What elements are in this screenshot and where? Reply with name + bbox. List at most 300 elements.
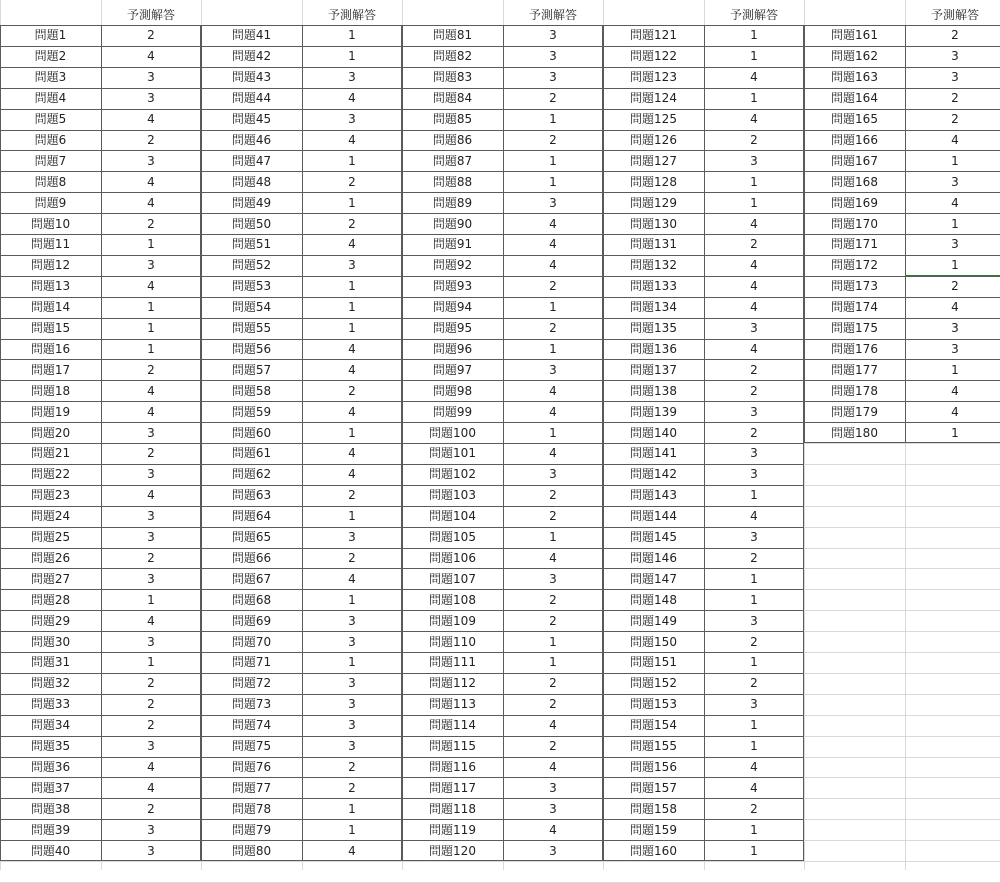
question-cell[interactable]: 問題20 [30, 425, 71, 440]
answer-cell[interactable]: 1 [750, 592, 758, 607]
answer-cell[interactable]: 2 [750, 676, 758, 691]
answer-cell[interactable]: 4 [951, 383, 959, 398]
question-cell[interactable]: 問題86 [432, 132, 473, 147]
answer-cell[interactable]: 2 [750, 237, 758, 252]
answer-cell[interactable]: 1 [348, 153, 356, 168]
question-cell[interactable]: 問題63 [231, 488, 272, 503]
answer-cell[interactable]: 4 [549, 550, 557, 565]
answer-cell[interactable]: 1 [147, 237, 155, 252]
question-cell[interactable]: 問題42 [231, 49, 272, 64]
answer-cell[interactable]: 3 [147, 530, 155, 545]
question-cell[interactable]: 問題26 [30, 550, 71, 565]
question-cell[interactable]: 問題11 [30, 237, 71, 252]
question-cell[interactable]: 問題103 [429, 488, 476, 503]
answer-cell[interactable]: 4 [147, 112, 155, 127]
answer-cell[interactable]: 2 [348, 488, 356, 503]
answer-cell[interactable]: 1 [750, 488, 758, 503]
question-cell[interactable]: 問題111 [429, 655, 476, 670]
answer-cell[interactable]: 4 [549, 822, 557, 837]
answer-cell[interactable]: 3 [549, 49, 557, 64]
question-cell[interactable]: 問題75 [231, 739, 272, 754]
question-cell[interactable]: 問題37 [30, 780, 71, 795]
answer-cell[interactable]: 1 [750, 739, 758, 754]
question-cell[interactable]: 問題77 [231, 780, 272, 795]
answer-cell[interactable]: 4 [549, 258, 557, 273]
question-cell[interactable]: 問題153 [630, 697, 677, 712]
answer-cell[interactable]: 1 [348, 195, 356, 210]
question-cell[interactable]: 問題4 [34, 91, 67, 106]
answer-cell[interactable]: 2 [549, 132, 557, 147]
question-cell[interactable]: 問題172 [831, 258, 878, 273]
question-cell[interactable]: 問題7 [34, 153, 67, 168]
answer-cell[interactable]: 2 [750, 550, 758, 565]
answer-cell[interactable]: 1 [750, 28, 758, 43]
answer-cell[interactable]: 3 [750, 697, 758, 712]
question-cell[interactable]: 問題50 [231, 216, 272, 231]
answer-cell[interactable]: 1 [549, 112, 557, 127]
answer-cell[interactable]: 4 [147, 174, 155, 189]
answer-cell[interactable]: 2 [750, 634, 758, 649]
question-cell[interactable]: 問題160 [630, 843, 677, 858]
answer-cell[interactable]: 3 [147, 153, 155, 168]
question-cell[interactable]: 問題91 [432, 237, 473, 252]
question-cell[interactable]: 問題138 [630, 383, 677, 398]
answer-cell[interactable]: 3 [951, 321, 959, 336]
answer-cell[interactable]: 1 [951, 216, 959, 231]
question-cell[interactable]: 問題112 [429, 676, 476, 691]
answer-cell[interactable]: 3 [951, 341, 959, 356]
answer-cell[interactable]: 1 [348, 300, 356, 315]
answer-cell[interactable]: 3 [750, 153, 758, 168]
answer-cell[interactable]: 3 [147, 822, 155, 837]
answer-cell[interactable]: 4 [348, 362, 356, 377]
question-cell[interactable]: 問題131 [630, 237, 677, 252]
answer-cell[interactable]: 3 [147, 258, 155, 273]
question-cell[interactable]: 問題65 [231, 530, 272, 545]
question-cell[interactable]: 問題106 [429, 550, 476, 565]
header-blank-cell[interactable] [201, 4, 302, 25]
question-cell[interactable]: 問題99 [432, 404, 473, 419]
question-cell[interactable]: 問題105 [429, 530, 476, 545]
question-cell[interactable]: 問題133 [630, 279, 677, 294]
answer-cell[interactable]: 2 [147, 718, 155, 733]
answer-cell[interactable]: 2 [549, 697, 557, 712]
question-cell[interactable]: 問題47 [231, 153, 272, 168]
answer-cell[interactable]: 2 [549, 739, 557, 754]
question-cell[interactable]: 問題169 [831, 195, 878, 210]
answer-cell[interactable]: 1 [951, 153, 959, 168]
answer-cell[interactable]: 1 [147, 592, 155, 607]
question-cell[interactable]: 問題89 [432, 195, 473, 210]
question-cell[interactable]: 問題155 [630, 739, 677, 754]
answer-cell[interactable]: 1 [750, 822, 758, 837]
question-cell[interactable]: 問題134 [630, 300, 677, 315]
question-cell[interactable]: 問題36 [30, 759, 71, 774]
answer-cell[interactable]: 2 [147, 132, 155, 147]
question-cell[interactable]: 問題158 [630, 801, 677, 816]
question-cell[interactable]: 問題81 [432, 28, 473, 43]
answer-cell[interactable]: 3 [750, 613, 758, 628]
question-cell[interactable]: 問題102 [429, 467, 476, 482]
answer-cell[interactable]: 4 [750, 509, 758, 524]
answer-cell[interactable]: 4 [549, 446, 557, 461]
header-answer-cell[interactable]: 予測解答 [528, 7, 577, 22]
answer-cell[interactable]: 4 [549, 237, 557, 252]
answer-cell[interactable]: 4 [348, 237, 356, 252]
question-cell[interactable]: 問題34 [30, 718, 71, 733]
question-cell[interactable]: 問題161 [831, 28, 878, 43]
answer-cell[interactable]: 2 [147, 801, 155, 816]
answer-cell[interactable]: 4 [549, 404, 557, 419]
question-cell[interactable]: 問題97 [432, 362, 473, 377]
answer-cell[interactable]: 3 [951, 49, 959, 64]
question-cell[interactable]: 問題146 [630, 550, 677, 565]
question-cell[interactable]: 問題46 [231, 132, 272, 147]
question-cell[interactable]: 問題52 [231, 258, 272, 273]
question-cell[interactable]: 問題177 [831, 362, 878, 377]
question-cell[interactable]: 問題137 [630, 362, 677, 377]
question-cell[interactable]: 問題35 [30, 739, 71, 754]
question-cell[interactable]: 問題49 [231, 195, 272, 210]
question-cell[interactable]: 問題176 [831, 341, 878, 356]
header-answer-cell[interactable]: 予測解答 [327, 7, 376, 22]
answer-cell[interactable]: 4 [750, 759, 758, 774]
question-cell[interactable]: 問題171 [831, 237, 878, 252]
question-cell[interactable]: 問題22 [30, 467, 71, 482]
question-cell[interactable]: 問題58 [231, 383, 272, 398]
question-cell[interactable]: 問題121 [630, 28, 677, 43]
question-cell[interactable]: 問題64 [231, 509, 272, 524]
question-cell[interactable]: 問題55 [231, 321, 272, 336]
answer-cell[interactable]: 2 [951, 279, 959, 294]
answer-cell[interactable]: 3 [549, 362, 557, 377]
header-blank-cell[interactable] [402, 4, 503, 25]
question-cell[interactable]: 問題129 [630, 195, 677, 210]
answer-cell[interactable]: 3 [549, 780, 557, 795]
question-cell[interactable]: 問題147 [630, 571, 677, 586]
question-cell[interactable]: 問題126 [630, 132, 677, 147]
answer-cell[interactable]: 1 [750, 49, 758, 64]
question-cell[interactable]: 問題113 [429, 697, 476, 712]
question-cell[interactable]: 問題142 [630, 467, 677, 482]
question-cell[interactable]: 問題104 [429, 509, 476, 524]
answer-cell[interactable]: 2 [147, 676, 155, 691]
question-cell[interactable]: 問題48 [231, 174, 272, 189]
answer-cell[interactable]: 1 [348, 279, 356, 294]
answer-cell[interactable]: 1 [147, 321, 155, 336]
question-cell[interactable]: 問題107 [429, 571, 476, 586]
answer-cell[interactable]: 1 [951, 362, 959, 377]
question-cell[interactable]: 問題110 [429, 634, 476, 649]
question-cell[interactable]: 問題83 [432, 70, 473, 85]
question-cell[interactable]: 問題117 [429, 780, 476, 795]
answer-cell[interactable]: 1 [348, 592, 356, 607]
question-cell[interactable]: 問題164 [831, 91, 878, 106]
answer-cell[interactable]: 2 [750, 801, 758, 816]
answer-cell[interactable]: 1 [750, 195, 758, 210]
question-cell[interactable]: 問題59 [231, 404, 272, 419]
header-blank-cell[interactable] [603, 4, 704, 25]
answer-cell[interactable]: 3 [147, 843, 155, 858]
question-cell[interactable]: 問題39 [30, 822, 71, 837]
answer-cell[interactable]: 4 [750, 279, 758, 294]
question-cell[interactable]: 問題6 [34, 132, 67, 147]
answer-cell[interactable]: 3 [348, 718, 356, 733]
answer-cell[interactable]: 4 [147, 780, 155, 795]
answer-cell[interactable]: 1 [348, 822, 356, 837]
question-cell[interactable]: 問題68 [231, 592, 272, 607]
question-cell[interactable]: 問題123 [630, 70, 677, 85]
question-cell[interactable]: 問題163 [831, 70, 878, 85]
question-cell[interactable]: 問題87 [432, 153, 473, 168]
answer-cell[interactable]: 1 [549, 341, 557, 356]
question-cell[interactable]: 問題157 [630, 780, 677, 795]
answer-cell[interactable]: 2 [951, 91, 959, 106]
question-cell[interactable]: 問題12 [30, 258, 71, 273]
answer-cell[interactable]: 2 [147, 28, 155, 43]
question-cell[interactable]: 問題38 [30, 801, 71, 816]
answer-cell[interactable]: 3 [549, 195, 557, 210]
question-cell[interactable]: 問題166 [831, 132, 878, 147]
question-cell[interactable]: 問題16 [30, 341, 71, 356]
answer-cell[interactable]: 4 [549, 718, 557, 733]
answer-cell[interactable]: 1 [549, 530, 557, 545]
answer-cell[interactable]: 2 [549, 613, 557, 628]
question-cell[interactable]: 問題10 [30, 216, 71, 231]
answer-cell[interactable]: 3 [750, 530, 758, 545]
question-cell[interactable]: 問題62 [231, 467, 272, 482]
question-cell[interactable]: 問題15 [30, 321, 71, 336]
question-cell[interactable]: 問題79 [231, 822, 272, 837]
answer-cell[interactable]: 1 [750, 655, 758, 670]
answer-cell[interactable]: 3 [549, 843, 557, 858]
answer-cell[interactable]: 2 [147, 362, 155, 377]
question-cell[interactable]: 問題180 [831, 425, 878, 440]
question-cell[interactable]: 問題93 [432, 279, 473, 294]
answer-cell[interactable]: 2 [348, 780, 356, 795]
question-cell[interactable]: 問題45 [231, 112, 272, 127]
question-cell[interactable]: 問題33 [30, 697, 71, 712]
answer-cell[interactable]: 4 [147, 759, 155, 774]
question-cell[interactable]: 問題116 [429, 759, 476, 774]
answer-cell[interactable]: 3 [147, 70, 155, 85]
answer-cell[interactable]: 4 [750, 780, 758, 795]
answer-cell[interactable]: 1 [549, 153, 557, 168]
answer-cell[interactable]: 1 [549, 655, 557, 670]
answer-cell[interactable]: 3 [549, 28, 557, 43]
question-cell[interactable]: 問題71 [231, 655, 272, 670]
answer-cell[interactable]: 4 [348, 467, 356, 482]
answer-cell[interactable]: 1 [905, 255, 1000, 276]
answer-cell[interactable]: 4 [147, 279, 155, 294]
question-cell[interactable]: 問題30 [30, 634, 71, 649]
answer-cell[interactable]: 1 [147, 341, 155, 356]
question-cell[interactable]: 問題135 [630, 321, 677, 336]
question-cell[interactable]: 問題95 [432, 321, 473, 336]
question-cell[interactable]: 問題44 [231, 91, 272, 106]
answer-cell[interactable]: 1 [549, 174, 557, 189]
answer-cell[interactable]: 1 [549, 634, 557, 649]
answer-cell[interactable]: 3 [348, 613, 356, 628]
answer-cell[interactable]: 3 [348, 530, 356, 545]
question-cell[interactable]: 問題66 [231, 550, 272, 565]
question-cell[interactable]: 問題78 [231, 801, 272, 816]
answer-cell[interactable]: 4 [750, 216, 758, 231]
question-cell[interactable]: 問題69 [231, 613, 272, 628]
answer-cell[interactable]: 1 [549, 425, 557, 440]
question-cell[interactable]: 問題128 [630, 174, 677, 189]
answer-cell[interactable]: 2 [147, 446, 155, 461]
answer-cell[interactable]: 2 [348, 216, 356, 231]
header-answer-cell[interactable]: 予測解答 [930, 7, 979, 22]
question-cell[interactable]: 問題143 [630, 488, 677, 503]
answer-cell[interactable]: 3 [147, 739, 155, 754]
answer-cell[interactable]: 3 [348, 112, 356, 127]
answer-cell[interactable]: 1 [348, 801, 356, 816]
question-cell[interactable]: 問題156 [630, 759, 677, 774]
answer-cell[interactable]: 3 [951, 70, 959, 85]
answer-cell[interactable]: 3 [549, 70, 557, 85]
answer-cell[interactable]: 2 [750, 132, 758, 147]
header-blank-cell[interactable] [804, 4, 905, 25]
answer-cell[interactable]: 2 [348, 383, 356, 398]
answer-cell[interactable]: 3 [147, 467, 155, 482]
answer-cell[interactable]: 2 [549, 321, 557, 336]
question-cell[interactable]: 問題114 [429, 718, 476, 733]
question-cell[interactable]: 問題54 [231, 300, 272, 315]
question-cell[interactable]: 問題51 [231, 237, 272, 252]
answer-cell[interactable]: 4 [348, 91, 356, 106]
answer-cell[interactable]: 3 [348, 697, 356, 712]
answer-cell[interactable]: 1 [750, 91, 758, 106]
answer-cell[interactable]: 4 [348, 404, 356, 419]
question-cell[interactable]: 問題56 [231, 341, 272, 356]
answer-cell[interactable]: 4 [348, 132, 356, 147]
answer-cell[interactable]: 4 [750, 300, 758, 315]
question-cell[interactable]: 問題124 [630, 91, 677, 106]
question-cell[interactable]: 問題175 [831, 321, 878, 336]
answer-cell[interactable]: 2 [549, 509, 557, 524]
answer-cell[interactable]: 3 [147, 425, 155, 440]
question-cell[interactable]: 問題145 [630, 530, 677, 545]
question-cell[interactable]: 問題60 [231, 425, 272, 440]
answer-cell[interactable]: 3 [951, 237, 959, 252]
answer-cell[interactable]: 1 [549, 300, 557, 315]
question-cell[interactable]: 問題3 [34, 70, 67, 85]
answer-cell[interactable]: 3 [348, 676, 356, 691]
answer-cell[interactable]: 2 [147, 216, 155, 231]
question-cell[interactable]: 問題76 [231, 759, 272, 774]
question-cell[interactable]: 問題84 [432, 91, 473, 106]
question-cell[interactable]: 問題174 [831, 300, 878, 315]
answer-cell[interactable]: 2 [147, 697, 155, 712]
answer-cell[interactable]: 2 [147, 550, 155, 565]
answer-cell[interactable]: 3 [549, 571, 557, 586]
answer-cell[interactable]: 2 [951, 112, 959, 127]
answer-cell[interactable]: 2 [549, 488, 557, 503]
answer-cell[interactable]: 3 [750, 467, 758, 482]
answer-cell[interactable]: 4 [951, 300, 959, 315]
question-cell[interactable]: 問題118 [429, 801, 476, 816]
question-cell[interactable]: 問題173 [831, 279, 878, 294]
question-cell[interactable]: 問題57 [231, 362, 272, 377]
answer-cell[interactable]: 4 [147, 195, 155, 210]
header-answer-cell[interactable]: 予測解答 [729, 7, 778, 22]
answer-cell[interactable]: 2 [750, 362, 758, 377]
question-cell[interactable]: 問題136 [630, 341, 677, 356]
question-cell[interactable]: 問題27 [30, 571, 71, 586]
answer-cell[interactable]: 1 [348, 49, 356, 64]
question-cell[interactable]: 問題53 [231, 279, 272, 294]
answer-cell[interactable]: 2 [951, 28, 959, 43]
question-cell[interactable]: 問題154 [630, 718, 677, 733]
question-cell[interactable]: 問題141 [630, 446, 677, 461]
question-cell[interactable]: 問題127 [630, 153, 677, 168]
answer-cell[interactable]: 4 [147, 488, 155, 503]
answer-cell[interactable]: 4 [750, 70, 758, 85]
question-cell[interactable]: 問題29 [30, 613, 71, 628]
question-cell[interactable]: 問題25 [30, 530, 71, 545]
question-cell[interactable]: 問題130 [630, 216, 677, 231]
question-cell[interactable]: 問題109 [429, 613, 476, 628]
question-cell[interactable]: 問題167 [831, 153, 878, 168]
question-cell[interactable]: 問題140 [630, 425, 677, 440]
question-cell[interactable]: 問題88 [432, 174, 473, 189]
question-cell[interactable]: 問題19 [30, 404, 71, 419]
answer-cell[interactable]: 1 [348, 655, 356, 670]
question-cell[interactable]: 問題23 [30, 488, 71, 503]
answer-cell[interactable]: 3 [750, 404, 758, 419]
answer-cell[interactable]: 2 [348, 174, 356, 189]
question-cell[interactable]: 問題70 [231, 634, 272, 649]
answer-cell[interactable]: 1 [348, 321, 356, 336]
question-cell[interactable]: 問題43 [231, 70, 272, 85]
answer-cell[interactable]: 4 [951, 404, 959, 419]
answer-cell[interactable]: 4 [348, 341, 356, 356]
answer-cell[interactable]: 3 [348, 70, 356, 85]
question-cell[interactable]: 問題82 [432, 49, 473, 64]
question-cell[interactable]: 問題9 [34, 195, 67, 210]
question-cell[interactable]: 問題18 [30, 383, 71, 398]
answer-cell[interactable]: 4 [750, 112, 758, 127]
answer-cell[interactable]: 3 [147, 634, 155, 649]
answer-cell[interactable]: 4 [750, 341, 758, 356]
answer-cell[interactable]: 1 [348, 425, 356, 440]
answer-cell[interactable]: 1 [750, 843, 758, 858]
answer-cell[interactable]: 1 [750, 718, 758, 733]
question-cell[interactable]: 問題139 [630, 404, 677, 419]
question-cell[interactable]: 問題80 [231, 843, 272, 858]
answer-cell[interactable]: 3 [147, 571, 155, 586]
question-cell[interactable]: 問題150 [630, 634, 677, 649]
question-cell[interactable]: 問題17 [30, 362, 71, 377]
question-cell[interactable]: 問題73 [231, 697, 272, 712]
question-cell[interactable]: 問題132 [630, 258, 677, 273]
question-cell[interactable]: 問題98 [432, 383, 473, 398]
answer-cell[interactable]: 4 [549, 216, 557, 231]
answer-cell[interactable]: 1 [147, 655, 155, 670]
question-cell[interactable]: 問題168 [831, 174, 878, 189]
answer-cell[interactable]: 1 [750, 174, 758, 189]
header-blank-cell[interactable] [0, 4, 101, 25]
question-cell[interactable]: 問題5 [34, 112, 67, 127]
question-cell[interactable]: 問題90 [432, 216, 473, 231]
question-cell[interactable]: 問題149 [630, 613, 677, 628]
question-cell[interactable]: 問題14 [30, 300, 71, 315]
answer-cell[interactable]: 3 [549, 801, 557, 816]
answer-cell[interactable]: 1 [147, 300, 155, 315]
answer-cell[interactable]: 3 [147, 91, 155, 106]
